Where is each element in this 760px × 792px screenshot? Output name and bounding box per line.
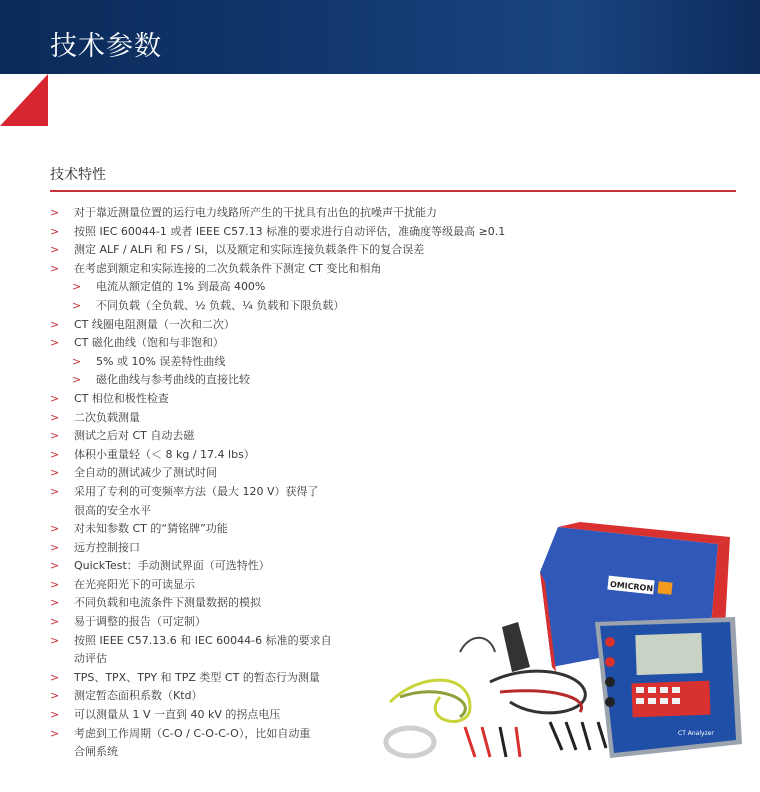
- bullet-marker: >: [50, 261, 60, 275]
- bullet-marker: >: [50, 633, 60, 647]
- feature-item: [50, 241, 550, 260]
- bullet-marker: >: [50, 540, 60, 554]
- feature-text: 测定暂态面积系数（Ktd）: [74, 689, 203, 703]
- feature-item: [50, 316, 550, 335]
- feature-text: 电流从额定值的 1% 到最高 400%: [96, 280, 266, 294]
- bullet-marker: >: [72, 280, 82, 294]
- cable-reel: [386, 728, 434, 756]
- feature-item: [50, 353, 550, 372]
- feature-text: 不同负载（全负载、½ 负载、¼ 负载和下限负载）: [96, 298, 345, 312]
- bullet-marker: >: [72, 354, 82, 368]
- product-photo: [380, 522, 755, 784]
- bullet-marker: >: [50, 391, 60, 405]
- feature-text: TPS、TPX、TPY 和 TPZ 类型 CT 的暂态行为测量: [74, 670, 320, 684]
- section-divider: [50, 190, 736, 192]
- corner-accent-triangle: [0, 74, 48, 126]
- feature-text: 全自动的测试减少了测试时间: [74, 466, 217, 480]
- feature-item: [50, 446, 550, 465]
- bullet-marker: >: [50, 484, 60, 498]
- bullet-marker: >: [50, 224, 60, 238]
- feature-text: 5% 或 10% 误差特性曲线: [96, 354, 226, 368]
- feature-item: [50, 334, 550, 353]
- feature-text: 远方控制接口: [74, 540, 140, 554]
- feature-text: 磁化曲线与参考曲线的直接比较: [96, 373, 250, 387]
- feature-item: [50, 371, 550, 390]
- bullet-marker: >: [72, 298, 82, 312]
- bullet-marker: >: [50, 670, 60, 684]
- feature-item: [50, 464, 550, 483]
- feature-text: 对未知参数 CT 的“猜铭牌”功能: [74, 522, 228, 536]
- ct-analyzer-device: [595, 617, 742, 758]
- bullet-marker: >: [50, 336, 60, 350]
- feature-text: 合闸系统: [74, 745, 118, 759]
- feature-text: 易于调整的报告（可定制）: [74, 615, 206, 629]
- bullet-marker: >: [50, 429, 60, 443]
- bullet-marker: >: [50, 206, 60, 219]
- bullet-marker: >: [50, 317, 60, 331]
- bullet-marker: >: [50, 615, 60, 629]
- clamp-meter: [502, 622, 530, 672]
- device-label: CT Analyzer: [678, 730, 714, 737]
- feature-text: 可以测量从 1 V 一直到 40 kV 的拐点电压: [74, 708, 281, 722]
- bullet-marker: >: [50, 708, 60, 722]
- feature-text: 不同负载和电流条件下测量数据的模拟: [74, 596, 261, 610]
- feature-item: [50, 223, 550, 242]
- bullet-marker: >: [50, 689, 60, 703]
- bullet-marker: >: [50, 726, 60, 740]
- bullet-marker: >: [50, 466, 60, 480]
- feature-text: 测试之后对 CT 自动去磁: [74, 429, 195, 443]
- feature-text: 测定 ALF / ALFi 和 FS / Si，以及额定和实际连接负载条件下的复合误差: [74, 243, 425, 257]
- bullet-marker: >: [50, 522, 60, 536]
- feature-text: CT 磁化曲线（饱和与非饱和）: [74, 336, 224, 350]
- feature-text: 对于靠近测量位置的运行电力线路所产生的干扰具有出色的抗噪声干扰能力: [74, 206, 437, 219]
- bullet-marker: >: [72, 373, 82, 387]
- feature-text: 体积小重量轻（＜ 8 kg / 17.4 lbs）: [74, 447, 255, 461]
- bullet-marker: >: [50, 559, 60, 573]
- feature-text: 动评估: [74, 652, 107, 666]
- feature-text: CT 相位和极性检查: [74, 391, 169, 405]
- feature-item: [50, 390, 550, 409]
- feature-text: 在光亮阳光下的可读显示: [74, 577, 195, 591]
- feature-item: [50, 297, 550, 316]
- feature-text: 采用了专利的可变频率方法（最大 120 V）获得了: [74, 484, 319, 498]
- feature-item: [50, 502, 550, 521]
- clip-set: [465, 722, 606, 757]
- feature-text: 考虑到工作周期（C-O / C-O-C-O），比如自动重: [74, 726, 311, 740]
- feature-item: [50, 278, 550, 297]
- feature-text: CT 线圈电阻测量（一次和二次）: [74, 317, 235, 331]
- bullet-marker: >: [50, 447, 60, 461]
- feature-item: [50, 204, 550, 223]
- feature-text: 按照 IEC 60044-1 或者 IEEE C57.13 标准的要求进行自动评估，准确度等级最高 ≥0.1: [74, 224, 506, 238]
- bullet-marker: >: [50, 596, 60, 610]
- feature-item: [50, 483, 550, 502]
- bullet-marker: >: [50, 410, 60, 424]
- feature-text: 很高的安全水平: [74, 503, 151, 517]
- bullet-marker: >: [50, 243, 60, 257]
- feature-text: 在考虑到额定和实际连接的二次负载条件下测定 CT 变比和相角: [74, 261, 382, 275]
- feature-item: [50, 427, 550, 446]
- bullet-marker: >: [50, 577, 60, 591]
- bag-brand-label: OMICRON: [609, 579, 654, 594]
- feature-item: [50, 260, 550, 279]
- feature-text: 按照 IEEE C57.13.6 和 IEC 60044-6 标准的要求自: [74, 633, 332, 647]
- page-title: 技术参数: [50, 31, 162, 62]
- feature-text: 二次负载测量: [74, 410, 140, 424]
- section-title: 技术特性: [50, 167, 106, 183]
- header-banner: [0, 0, 760, 74]
- feature-item: [50, 409, 550, 428]
- feature-text: QuickTest：手动测试界面（可选特性）: [74, 559, 270, 573]
